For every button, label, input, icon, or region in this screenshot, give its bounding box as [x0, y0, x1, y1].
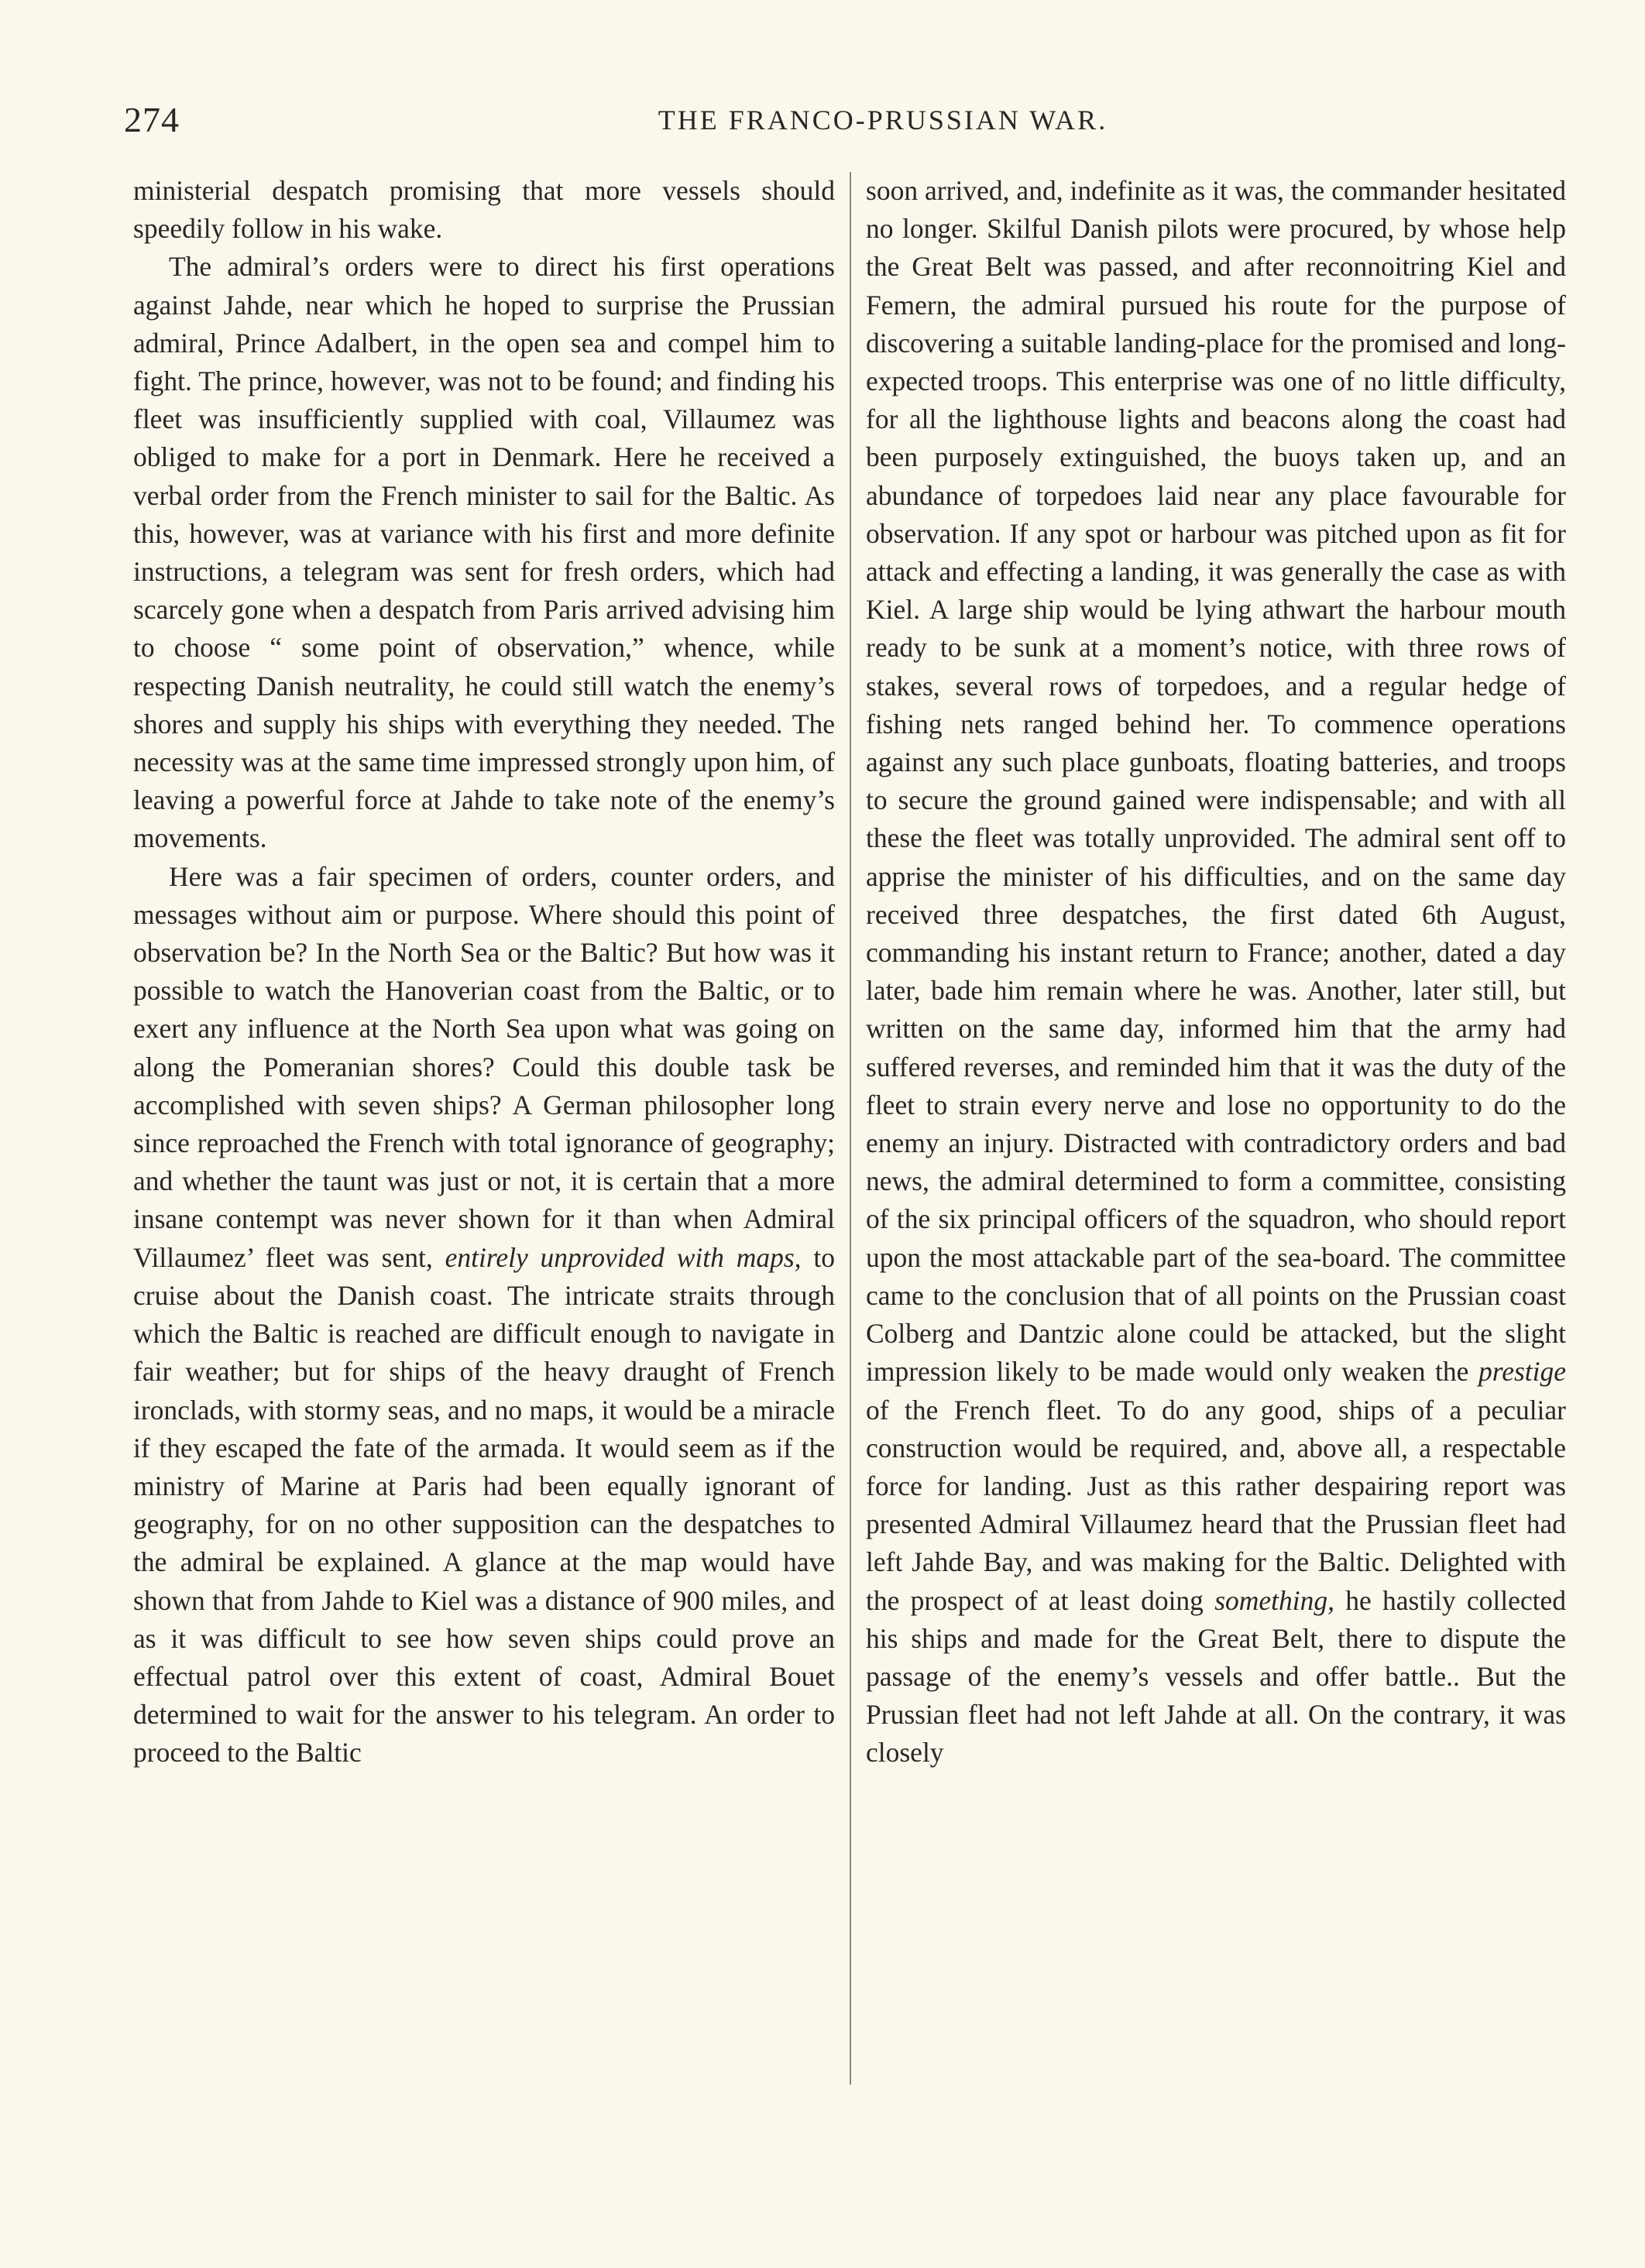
- page-header: [124, 99, 1549, 153]
- italic-text: something,: [1214, 1584, 1334, 1616]
- page-number: 274: [124, 100, 180, 139]
- running-title: THE FRANCO-PRUSSIAN WAR.: [658, 105, 1108, 136]
- italic-text: prestige: [1478, 1356, 1567, 1388]
- italic-text: entirely unprovided with maps,: [445, 1241, 802, 1273]
- text-run: to cruise about the Danish coast. The intricate straits through which the Baltic is reached are difficult enough to navigate in fair weather; but for ships of the heavy draught of French ironclads, with stormy seas, and no maps, it would be a miracle if they escaped the fate of the armada. It would seem as if the ministry of Marine at Paris had been equally ignorant of geography, for on no other supposition can the despatches to the admiral be explained. A glance at the map would have shown that from Jahde to Kiel was a distance of 900 miles, and as it was difficult to see how seven ships could prove an effectual patrol over this extent of coast, Admiral Bouet determined to wait for the answer to his telegram. An order to proceed to the Baltic: [133, 1241, 836, 1769]
- text-run: Here was a fair specimen of orders, counter orders, and messages without aim or purpose. Where should this point of observation be? In the North Sea or the Baltic? But how was it possible to watch the Hanoverian coast from the Baltic, or to exert any influence at the North Sea upon what was going on along the Pomeranian shores? Could this double task be accomplished with seven ships? A German philosopher long since reproached the French with total ignorance of geography; and whether the taunt was just or not, it is certain that a more insane contempt was never shown for it than when Admiral Villaumez’ fleet was sent,: [133, 860, 835, 1273]
- paragraph: The admiral’s orders were to direct his first operations against Jahde, near which he hoped to surprise the Prussian admiral, Prince Adalbert, in the open sea and compel him to fight. The prince, however, was not to be found; and finding his fleet was insufficiently supplied with coal, Villaumez was obliged to make for a port in Denmark. Here he received a verbal order from the French minister to sail for the Baltic. As this, however, was at variance with his first and more definite instructions, a telegram was sent for fresh orders, which had scarcely gone when a despatch from Paris arrived advising him to choose “ some point of observation,” whence, while respecting Danish neutrality, he could still watch the enemy’s shores and supply his ships with everything they needed. The necessity was at the same time impressed strongly upon him, of leaving a powerful force at Jahde to take note of the enemy’s movements.: [133, 251, 835, 854]
- paragraph: ministerial despatch promising that more vessels should speedily follow in his wake.: [133, 175, 835, 245]
- paragraph: [866, 172, 1566, 1772]
- right-column: [866, 172, 1566, 2100]
- paragraph: [133, 858, 835, 1772]
- left-column: [133, 172, 835, 2100]
- text-run: of the French fleet. To do any good, ships of a peculiar construction would be required, and, above all, a respectable force for landing. Just as this rather despairing report was presented Admiral Villaumez heard that the Prussian fleet had left Jahde Bay, and was making for the Baltic. Delighted with the prospect of at least doing: [866, 1394, 1566, 1616]
- text-run: soon arrived, and, indefinite as it was, the commander hesitated no longer. Skilful Danish pilots were procured, by whose help the Great Belt was passed, and after reconnoitring Kiel and Femern, the admiral pursued his route for the purpose of discovering a suitable landing-place for the promised and long-expected troops. This enterprise was one of no little difficulty, for all the lighthouse lights and beacons along the coast had been purposely extinguished, the buoys taken up, and an abundance of torpedoes laid near any place favourable for observation. If any spot or harbour was pitched upon as fit for attack and effecting a landing, it was generally the case as with Kiel. A large ship would be lying athwart the harbour mouth ready to be sunk at a moment’s notice, with three rows of stakes, several rows of torpedoes, and a regular hedge of fishing nets ranged behind her. To commence operations against any such place gunboats, floating batteries, and troops to secure the ground gained were indispensable; and with all these the fleet was totally unprovided. The admiral sent off to apprise the minister of his difficulties, and on the same day received three despatches, the first dated 6th August, commanding his instant return to France; another, dated a day later, bade him remain where he was. Another, later still, but written on the same day, informed him that the army had suffered reverses, and reminded him that it was the duty of the fleet to strain every nerve and lose no opportunity to do the enemy an injury. Distracted with contradictory orders and bad news, the admiral determined to form a committee, consisting of the six principal officers of the squadron, who should report upon the most attackable part of the sea-board. The committee came to the conclusion that of all points on the Prussian coast Colberg and Dantzic alone could be attacked, but the slight impression likely to be made would only weaken the: [866, 175, 1566, 1388]
- text-run: he hastily collected his ships and made for the Great Belt, there to dispute the passage of the enemy’s vessels and offer battle.. But the Prussian fleet had not left Jahde at all. On the contrary, it was closely: [866, 1584, 1567, 1769]
- column-divider: [850, 172, 851, 2084]
